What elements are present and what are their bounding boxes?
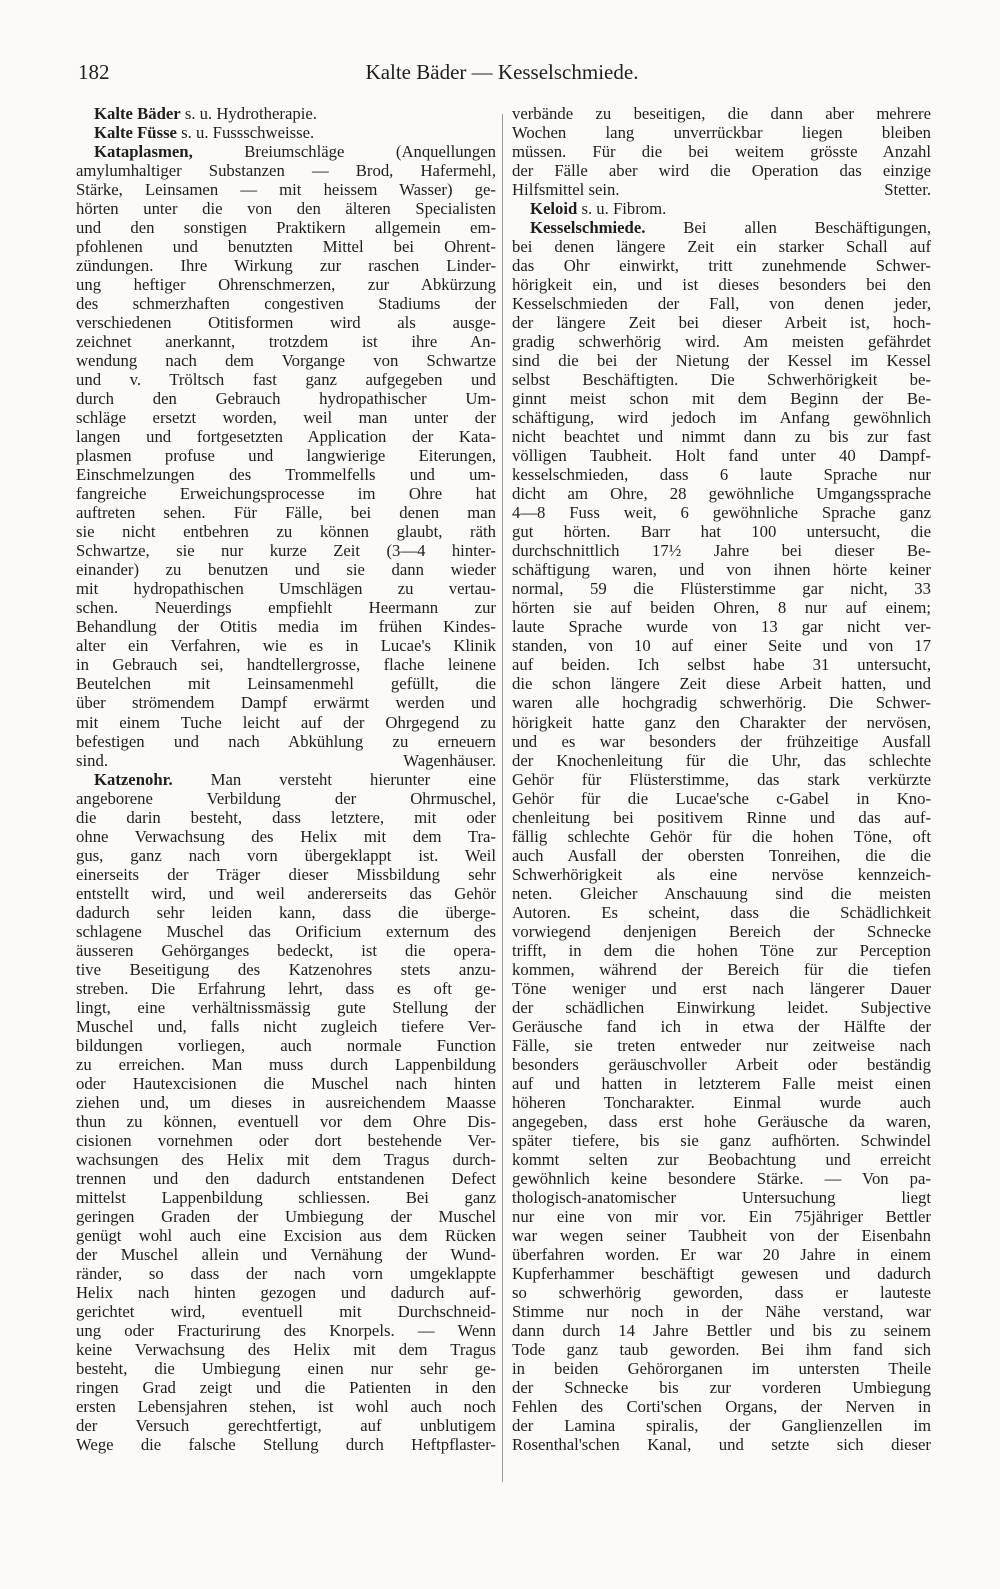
text-line: wendung nach dem Vorgange von Schwartze bbox=[76, 351, 496, 371]
text-line: hörigkeit hatte ganz den Charakter der nervösen, bbox=[512, 712, 931, 732]
text-line: Gehör für Flüsterstimme, das stark verkürzte bbox=[512, 769, 931, 789]
text-line: dadurch sehr leiden kann, dass die überge- bbox=[76, 902, 496, 922]
text-line: Fehlen des Corti'schen Organs, der Nerven in bbox=[512, 1397, 931, 1417]
text-line: laute Sprache wurde von 13 gar nicht ver- bbox=[512, 617, 931, 637]
text-line: hörten sie auf beiden Ohren, 8 nur auf einem; bbox=[512, 598, 931, 618]
text-line: völligen Taubheit. Holt fand unter 40 Dampf- bbox=[512, 446, 931, 466]
page-header bbox=[78, 60, 926, 92]
text-line: nicht beachtet und nimmt dann zu bis zur fast bbox=[512, 427, 931, 447]
text-line: gus, ganz nach vorn übergeklappt ist. Weil bbox=[76, 845, 496, 865]
text-line: Schwerhörigkeit als eine nervöse kennzeich- bbox=[512, 864, 931, 884]
text-line: der Muschel allein und Vernähung der Wund- bbox=[76, 1244, 496, 1264]
text-line: besteht, die Umbiegung einen nur sehr ge- bbox=[76, 1359, 496, 1379]
text-line: der Fälle aber wird die Operation das einzige bbox=[512, 161, 931, 181]
running-title: Kalte Bäder — Kesselschmiede. bbox=[365, 60, 639, 84]
text-line: kesselschmieden, dass 6 laute Sprache nur bbox=[512, 465, 931, 485]
text-line: kommen, während der Bereich für die tiefen bbox=[512, 959, 931, 979]
text-line: gradig schwerhörig wird. Am meisten gefährdet bbox=[512, 332, 931, 352]
text-line: höheren Toncharakter. Einmal wurde auch bbox=[512, 1092, 931, 1112]
text-line: entstellt wird, und weil andererseits das Gehör bbox=[76, 883, 496, 903]
text-line: Kupferhammer beschäftigt gewesen und dadurch bbox=[512, 1263, 931, 1283]
text-line: 4—8 Fuss weit, 6 gewöhnliche Sprache ganz bbox=[512, 503, 931, 523]
text-line: bei denen längere Zeit ein starker Schall auf bbox=[512, 237, 931, 257]
text-line: genügt wohl auch eine Excision aus dem Rücken bbox=[76, 1225, 496, 1245]
text-line: gut hörten. Barr hat 100 untersucht, die bbox=[512, 522, 931, 542]
text-line: keine Verwachsung des Helix mit dem Tragus bbox=[76, 1340, 496, 1360]
text-line: nur eine von mir vor. Ein 75jähriger Bettler bbox=[512, 1206, 931, 1226]
text-line: äusseren Gehörganges bedeckt, ist die opera- bbox=[76, 940, 496, 960]
text-line: langen und fortgesetzten Application der Kata- bbox=[76, 427, 496, 447]
text-line: und es war besonders der frühzeitige Ausfall bbox=[512, 731, 931, 751]
text-line: Tode ganz taub geworden. Bei ihm fand sich bbox=[512, 1340, 931, 1360]
text-line: des schmerzhaften congestiven Stadiums der bbox=[76, 294, 496, 314]
text-line: Wochen lang unverrückbar liegen bleiben bbox=[512, 123, 931, 143]
text-line: verbände zu beseitigen, die dann aber mehrere bbox=[512, 104, 931, 123]
text-line: ohne Verwachsung des Helix mit dem Tra- bbox=[76, 826, 496, 846]
text-line: trifft, in dem die hohen Töne zur Perception bbox=[512, 940, 931, 960]
text-line: gerichtet wird, eventuell mit Durchschneid- bbox=[76, 1301, 496, 1321]
text-line: Töne weniger und erst nach längerer Dauer bbox=[512, 978, 931, 998]
text-line: mit einem Tuche leicht auf der Ohrgegend zu bbox=[76, 712, 496, 732]
text-line: ziehen und, um dieses in ausreichendem Maasse bbox=[76, 1092, 496, 1112]
text-line: amylumhaltiger Substanzen — Brod, Hafermehl, bbox=[76, 161, 496, 181]
text-line: auf und hatten in letzterem Falle meist einen bbox=[512, 1073, 931, 1093]
author-signature: Stetter. bbox=[884, 180, 931, 200]
text-line: fangreiche Erweichungsprocesse im Ohre hat bbox=[76, 484, 496, 504]
text-line: sind. Wagenhäuser. bbox=[76, 750, 496, 770]
text-line: schläge ersetzt worden, weil man unter der bbox=[76, 408, 496, 428]
text-line: Kesselschmieden der Fall, von denen jeder, bbox=[512, 294, 931, 314]
text-line: so schwerhörig geworden, dass er lauteste bbox=[512, 1282, 931, 1302]
text-line: sie nicht entbehren zu können glaubt, räth bbox=[76, 522, 496, 542]
text-line: überfahren worden. Er war 20 Jahre in einem bbox=[512, 1244, 931, 1264]
text-line: Muschel und, falls nicht zugleich tiefere Ver- bbox=[76, 1016, 496, 1036]
text-line: der schädlichen Einwirkung leidet. Subjective bbox=[512, 997, 931, 1017]
text-line: mittelst Lappenbildung schliessen. Bei ganz bbox=[76, 1187, 496, 1207]
text-line: streben. Die Erfahrung lehrt, dass es oft ge- bbox=[76, 978, 496, 998]
text-line: in beiden Gehörorganen im untersten Theile bbox=[512, 1359, 931, 1379]
text-line: müssen. Für die bei weitem grösste Anzahl bbox=[512, 142, 931, 162]
text-line: pfohlenen und benutzten Mittel bei Ohrent- bbox=[76, 237, 496, 257]
text-line: das Ohr einwirkt, tritt zunehmende Schwer- bbox=[512, 256, 931, 276]
text-line: und v. Tröltsch fast ganz aufgegeben und bbox=[76, 370, 496, 390]
text-line: die darin besteht, dass letztere, mit oder bbox=[76, 807, 496, 827]
text-line: fällig schlechte Gehör für die hohen Töne, oft bbox=[512, 826, 931, 846]
text-line: standen, von 10 auf einer Seite und von 17 bbox=[512, 636, 931, 656]
text-line: zeichnet anerkannt, trotzdem ist ihre An- bbox=[76, 332, 496, 352]
text-line: zu erreichen. Man muss durch Lappenbildung bbox=[76, 1054, 496, 1074]
text-line: neten. Gleicher Anschauung sind die meisten bbox=[512, 883, 931, 903]
text-line: Hilfsmittel sein. Stetter. bbox=[512, 180, 931, 200]
text-line: in Gebrauch sei, handtellergrosse, flache leinene bbox=[76, 655, 496, 675]
text-line: durch den Gebrauch hydropathischer Um- bbox=[76, 389, 496, 409]
text-line: gewöhnlich keine besondere Stärke. — Von pa- bbox=[512, 1168, 931, 1188]
text-line: mit hydropathischen Umschlägen zu vertau- bbox=[76, 579, 496, 599]
text-line: war wegen seiner Taubheit von der Eisenbahn bbox=[512, 1225, 931, 1245]
text-line: selbst Beschäftigten. Die Schwerhörigkeit be- bbox=[512, 370, 931, 390]
text-line: dicht am Ohre, 28 gewöhnliche Umgangssprache bbox=[512, 484, 931, 504]
text-line: Beutelchen mit Leinsamenmehl gefüllt, die bbox=[76, 674, 496, 694]
text-line: Stimme nur noch in der Nähe verstand, war bbox=[512, 1301, 931, 1321]
text-line: auch Ausfall der obersten Tonreihen, die die bbox=[512, 845, 931, 865]
text-line: wachsungen des Helix mit dem Tragus durch- bbox=[76, 1149, 496, 1169]
right-column bbox=[512, 104, 931, 1454]
text-line: der Knochenleitung für die Uhr, das schlechte bbox=[512, 750, 931, 770]
text-line: der Versuch gerechtfertigt, auf unblutigem bbox=[76, 1416, 496, 1436]
author-signature: Wagenhäuser. bbox=[403, 750, 496, 770]
text-line: schäftigung waren, und von ihnen hörte keiner bbox=[512, 560, 931, 580]
text-line: plasmen profuse und langwierige Eiterungen, bbox=[76, 446, 496, 466]
text-line: ginnt meist schon mit dem Beginn der Be- bbox=[512, 389, 931, 409]
text-line: über strömendem Dampf erwärmt werden und bbox=[76, 693, 496, 713]
text-line: bildungen vorliegen, auch normale Function bbox=[76, 1035, 496, 1055]
text-line: zündungen. Ihre Wirkung zur raschen Linder- bbox=[76, 256, 496, 276]
text-line: Einschmelzungen des Trommelfells und um- bbox=[76, 465, 496, 485]
text-line: schen. Neuerdings empfiehlt Heermann zur bbox=[76, 598, 496, 618]
text-line: der Schnecke bis zur vorderen Umbiegung bbox=[512, 1378, 931, 1398]
text-line: vorwiegend denjenigen Bereich der Schnecke bbox=[512, 921, 931, 941]
text-line: waren alle hochgradig schwerhörig. Die Schwer- bbox=[512, 693, 931, 713]
column-divider bbox=[502, 114, 503, 1482]
text-line: durchschnittlich 17½ Jahre bei dieser Be- bbox=[512, 541, 931, 561]
left-column bbox=[76, 104, 496, 1454]
text-line: kommt selten zur Beobachtung und erreicht bbox=[512, 1149, 931, 1169]
text-line: thologisch-anatomischer Untersuchung liegt bbox=[512, 1187, 931, 1207]
text-line: Helix nach hinten gezogen und dadurch auf- bbox=[76, 1282, 496, 1302]
text-line: Kataplasmen, Breiumschläge (Anquellungen bbox=[94, 142, 496, 162]
page-number: 182 bbox=[78, 60, 110, 84]
text-line: später tiefere, bis sie ganz aufhörten. Schwindel bbox=[512, 1130, 931, 1150]
text-line: Kalte Füsse s. u. Fussschweisse. bbox=[94, 123, 315, 143]
text-line: hörten unter die von den älteren Specialisten bbox=[76, 199, 496, 219]
text-line: Autoren. Es scheint, dass die Schädlichkeit bbox=[512, 902, 931, 922]
text-line: chenleitung bei positivem Rinne und das auf- bbox=[512, 807, 931, 827]
text-line: Keloid s. u. Fibrom. bbox=[530, 199, 667, 219]
text-line: einander) zu benutzen und sie dann wieder bbox=[76, 560, 496, 580]
text-line: lingt, eine verhältnissmässig gute Stellung der bbox=[76, 997, 496, 1017]
text-line: und den sonstigen Praktikern allgemein em- bbox=[76, 218, 496, 238]
text-line: schlagene Muschel das Orificium externum des bbox=[76, 921, 496, 941]
text-line: auf beiden. Ich selbst habe 31 untersucht, bbox=[512, 655, 931, 675]
text-line: Kalte Bäder s. u. Hydrotherapie. bbox=[94, 104, 317, 123]
text-line: Gehör für die Lucae'sche c-Gabel in Kno- bbox=[512, 788, 931, 808]
text-line: Katzenohr. Man versteht hierunter eine bbox=[94, 769, 496, 789]
text-line: sind die bei der Nietung der Kessel im Kessel bbox=[512, 351, 931, 371]
text-line: Stärke, Leinsamen — mit heissem Wasser) ge- bbox=[76, 180, 496, 200]
text-line: hörigkeit ein, und ist dieses besonders bei den bbox=[512, 275, 931, 295]
text-line: auftreten sehen. Für Fälle, bei denen man bbox=[76, 503, 496, 523]
text-line: der längere Zeit bei dieser Arbeit ist, hoch- bbox=[512, 313, 931, 333]
text-line: ringen Grad zeigt und die Patienten in den bbox=[76, 1378, 496, 1398]
text-line: Schwartze, sie nur kurze Zeit (3—4 hinter- bbox=[76, 541, 496, 561]
text-line: die schon längere Zeit diese Arbeit hatten, und bbox=[512, 674, 931, 694]
text-line: besonders geräuschvoller Arbeit oder beständig bbox=[512, 1054, 931, 1074]
text-line: Geräusche fand ich in etwa der Hälfte der bbox=[512, 1016, 931, 1036]
text-line: tive Beseitigung des Katzenohres stets anzu- bbox=[76, 959, 496, 979]
text-line: Fälle, sie treten entweder nur zeitweise nach bbox=[512, 1035, 931, 1055]
text-line: angegeben, dass erst hohe Geräusche da waren, bbox=[512, 1111, 931, 1131]
text-line: trennen und den dadurch entstandenen Defect bbox=[76, 1168, 496, 1188]
text-line: einerseits der Träger dieser Missbildung sehr bbox=[76, 864, 496, 884]
text-line: angeborene Verbildung der Ohrmuschel, bbox=[76, 788, 496, 808]
text-line: Rosenthal'schen Kanal, und setzte sich dieser bbox=[512, 1435, 931, 1455]
text-line: verschiedenen Otitisformen wird als ausge- bbox=[76, 313, 496, 333]
text-line: alter ein Verfahren, wie es in Lucae's Klinik bbox=[76, 636, 496, 656]
text-line: der Lamina spiralis, der Ganglienzellen im bbox=[512, 1416, 931, 1436]
text-line: dann durch 14 Jahre Bettler und bis zu seinem bbox=[512, 1321, 931, 1340]
text-line: schäftigung, wird jedoch im Anfang gewöhnlich bbox=[512, 408, 931, 428]
text-line: Kesselschmiede. Bei allen Beschäftigungen, bbox=[530, 218, 931, 238]
text-line: geringen Graden der Umbiegung der Muschel bbox=[76, 1206, 496, 1226]
text-line: ränder, so dass der nach vorn umgeklappte bbox=[76, 1263, 496, 1283]
text-line: Behandlung der Otitis media im frühen Kindes- bbox=[76, 617, 496, 637]
text-line: oder Hautexcisionen die Muschel nach hinten bbox=[76, 1073, 496, 1093]
text-line: befestigen und nach Abkühlung zu erneuern bbox=[76, 731, 496, 751]
text-line: ung heftiger Ohrenschmerzen, zur Abkürzung bbox=[76, 275, 496, 295]
text-line: normal, 59 die Flüsterstimme gar nicht, 33 bbox=[512, 579, 931, 599]
text-line: ersten Lebensjahren stehen, ist wohl auch noch bbox=[76, 1397, 496, 1417]
text-line: cisionen vornehmen oder dort bestehende Ver- bbox=[76, 1130, 496, 1150]
text-line: thun zu können, eventuell vor dem Ohre Dis- bbox=[76, 1111, 496, 1131]
text-line: ung oder Fracturirung des Knorpels. — Wenn bbox=[76, 1321, 496, 1340]
text-line: Wege die falsche Stellung durch Heftpflaster- bbox=[76, 1435, 496, 1455]
